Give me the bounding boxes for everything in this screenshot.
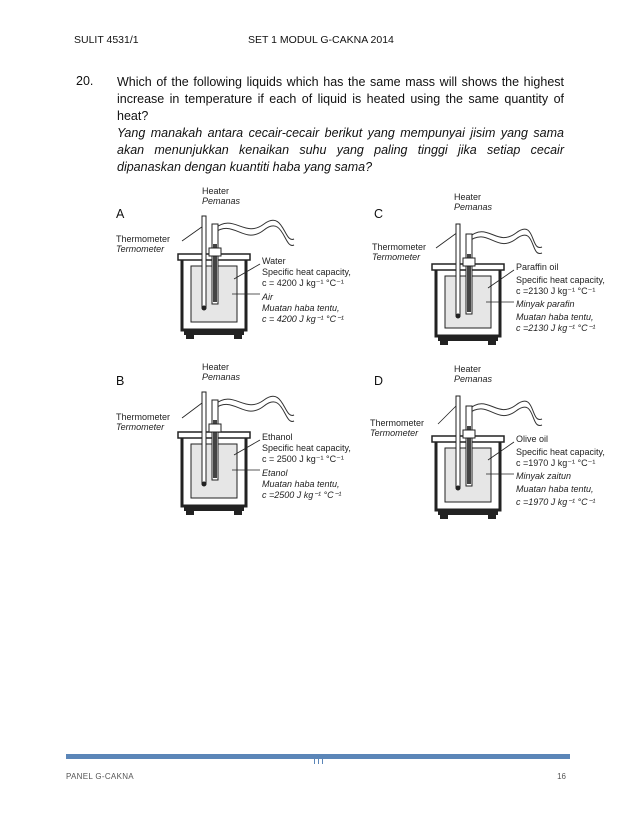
- liquid-name-en: Olive oil: [516, 434, 549, 444]
- footer-rule-tick: [314, 759, 315, 764]
- shc-label-en: Specific heat capacity,: [516, 275, 605, 285]
- shc-value-en: c = 4200 J kg⁻¹ °C⁻¹: [262, 278, 344, 288]
- heater-label-en: Heater: [202, 186, 230, 196]
- heater-label-en: Heater: [454, 192, 482, 202]
- thermometer-label-en: Thermometer: [370, 418, 425, 428]
- footer-rule-tick: [322, 759, 323, 764]
- shc-label-ms: Muatan haba tentu,: [262, 479, 340, 489]
- liquid-name-en: Paraffin oil: [516, 262, 559, 272]
- shc-value-en: c =2130 J kg⁻¹ °C⁻¹: [516, 286, 596, 296]
- question-text-en: Which of the following liquids which has the same mass will shows the highest increase in temperature if each of liquid is heated using the same quantity of heat?: [117, 75, 564, 123]
- liquid-name-ms: Minyak parafin: [516, 299, 575, 309]
- shc-value-ms: c =2500 J kg⁻¹ °C⁻¹: [262, 490, 342, 500]
- option-b-letter: B: [116, 374, 125, 388]
- shc-label-en: Specific heat capacity,: [262, 443, 351, 453]
- liquid-name-ms: Air: [262, 292, 273, 302]
- thermometer-label-ms: Termometer: [116, 422, 165, 432]
- option-a-letter: A: [116, 207, 125, 221]
- thermometer-label-en: Thermometer: [116, 234, 171, 244]
- footer-left: PANEL G-CAKNA: [66, 772, 134, 781]
- heater-label-en: Heater: [454, 364, 482, 374]
- liquid-name-en: Ethanol: [262, 432, 293, 442]
- option-a-diagram: [114, 184, 364, 344]
- thermometer-label-en: Thermometer: [372, 242, 427, 252]
- footer-rule-tick: [318, 759, 319, 764]
- liquid-name-ms: Minyak zaitun: [516, 471, 572, 481]
- page-number: 16: [557, 772, 566, 781]
- heater-label-ms: Pemanas: [454, 374, 493, 384]
- shc-label-en: Specific heat capacity,: [262, 267, 351, 277]
- option-d-diagram: [368, 362, 618, 522]
- header-center: SET 1 MODUL G-CAKNA 2014: [248, 34, 394, 46]
- option-c-diagram: [370, 190, 620, 350]
- shc-value-en: c = 2500 J kg⁻¹ °C⁻¹: [262, 454, 344, 464]
- option-c-letter: C: [374, 207, 384, 221]
- shc-label-ms: Muatan haba tentu,: [516, 484, 594, 494]
- heater-label-ms: Pemanas: [454, 202, 493, 212]
- thermometer-label-ms: Termometer: [372, 252, 421, 262]
- shc-value-ms: c = 4200 J kg⁻¹ °C⁻¹: [262, 314, 344, 324]
- option-d-letter: D: [374, 374, 384, 388]
- shc-value-ms: c =1970 J kg⁻¹ °C⁻¹: [516, 497, 596, 507]
- heater-label-ms: Pemanas: [202, 372, 241, 382]
- option-b-diagram: [114, 360, 364, 520]
- header-left: SULIT 4531/1: [74, 34, 139, 46]
- thermometer-label-en: Thermometer: [116, 412, 171, 422]
- shc-label-en: Specific heat capacity,: [516, 447, 605, 457]
- shc-label-ms: Muatan haba tentu,: [516, 312, 594, 322]
- liquid-name-ms: Etanol: [262, 468, 288, 478]
- liquid-name-en: Water: [262, 256, 286, 266]
- shc-label-ms: Muatan haba tentu,: [262, 303, 340, 313]
- question-text-ms: Yang manakah antara cecair-cecair berikut yang mempunyai jisim yang sama akan menunjukkan kenaikan suhu yang paling tinggi jika setiap cecair dipanaskan dengan kuantiti haba yang sama?: [117, 126, 564, 174]
- shc-value-ms: c =2130 J kg⁻¹ °C⁻¹: [516, 323, 596, 333]
- thermometer-label-ms: Termometer: [370, 428, 419, 438]
- heater-label-en: Heater: [202, 362, 230, 372]
- thermometer-label-ms: Termometer: [116, 244, 165, 254]
- shc-value-en: c =1970 J kg⁻¹ °C⁻¹: [516, 458, 596, 468]
- heater-label-ms: Pemanas: [202, 196, 241, 206]
- question-number: 20.: [76, 74, 94, 88]
- question-text: [117, 74, 564, 176]
